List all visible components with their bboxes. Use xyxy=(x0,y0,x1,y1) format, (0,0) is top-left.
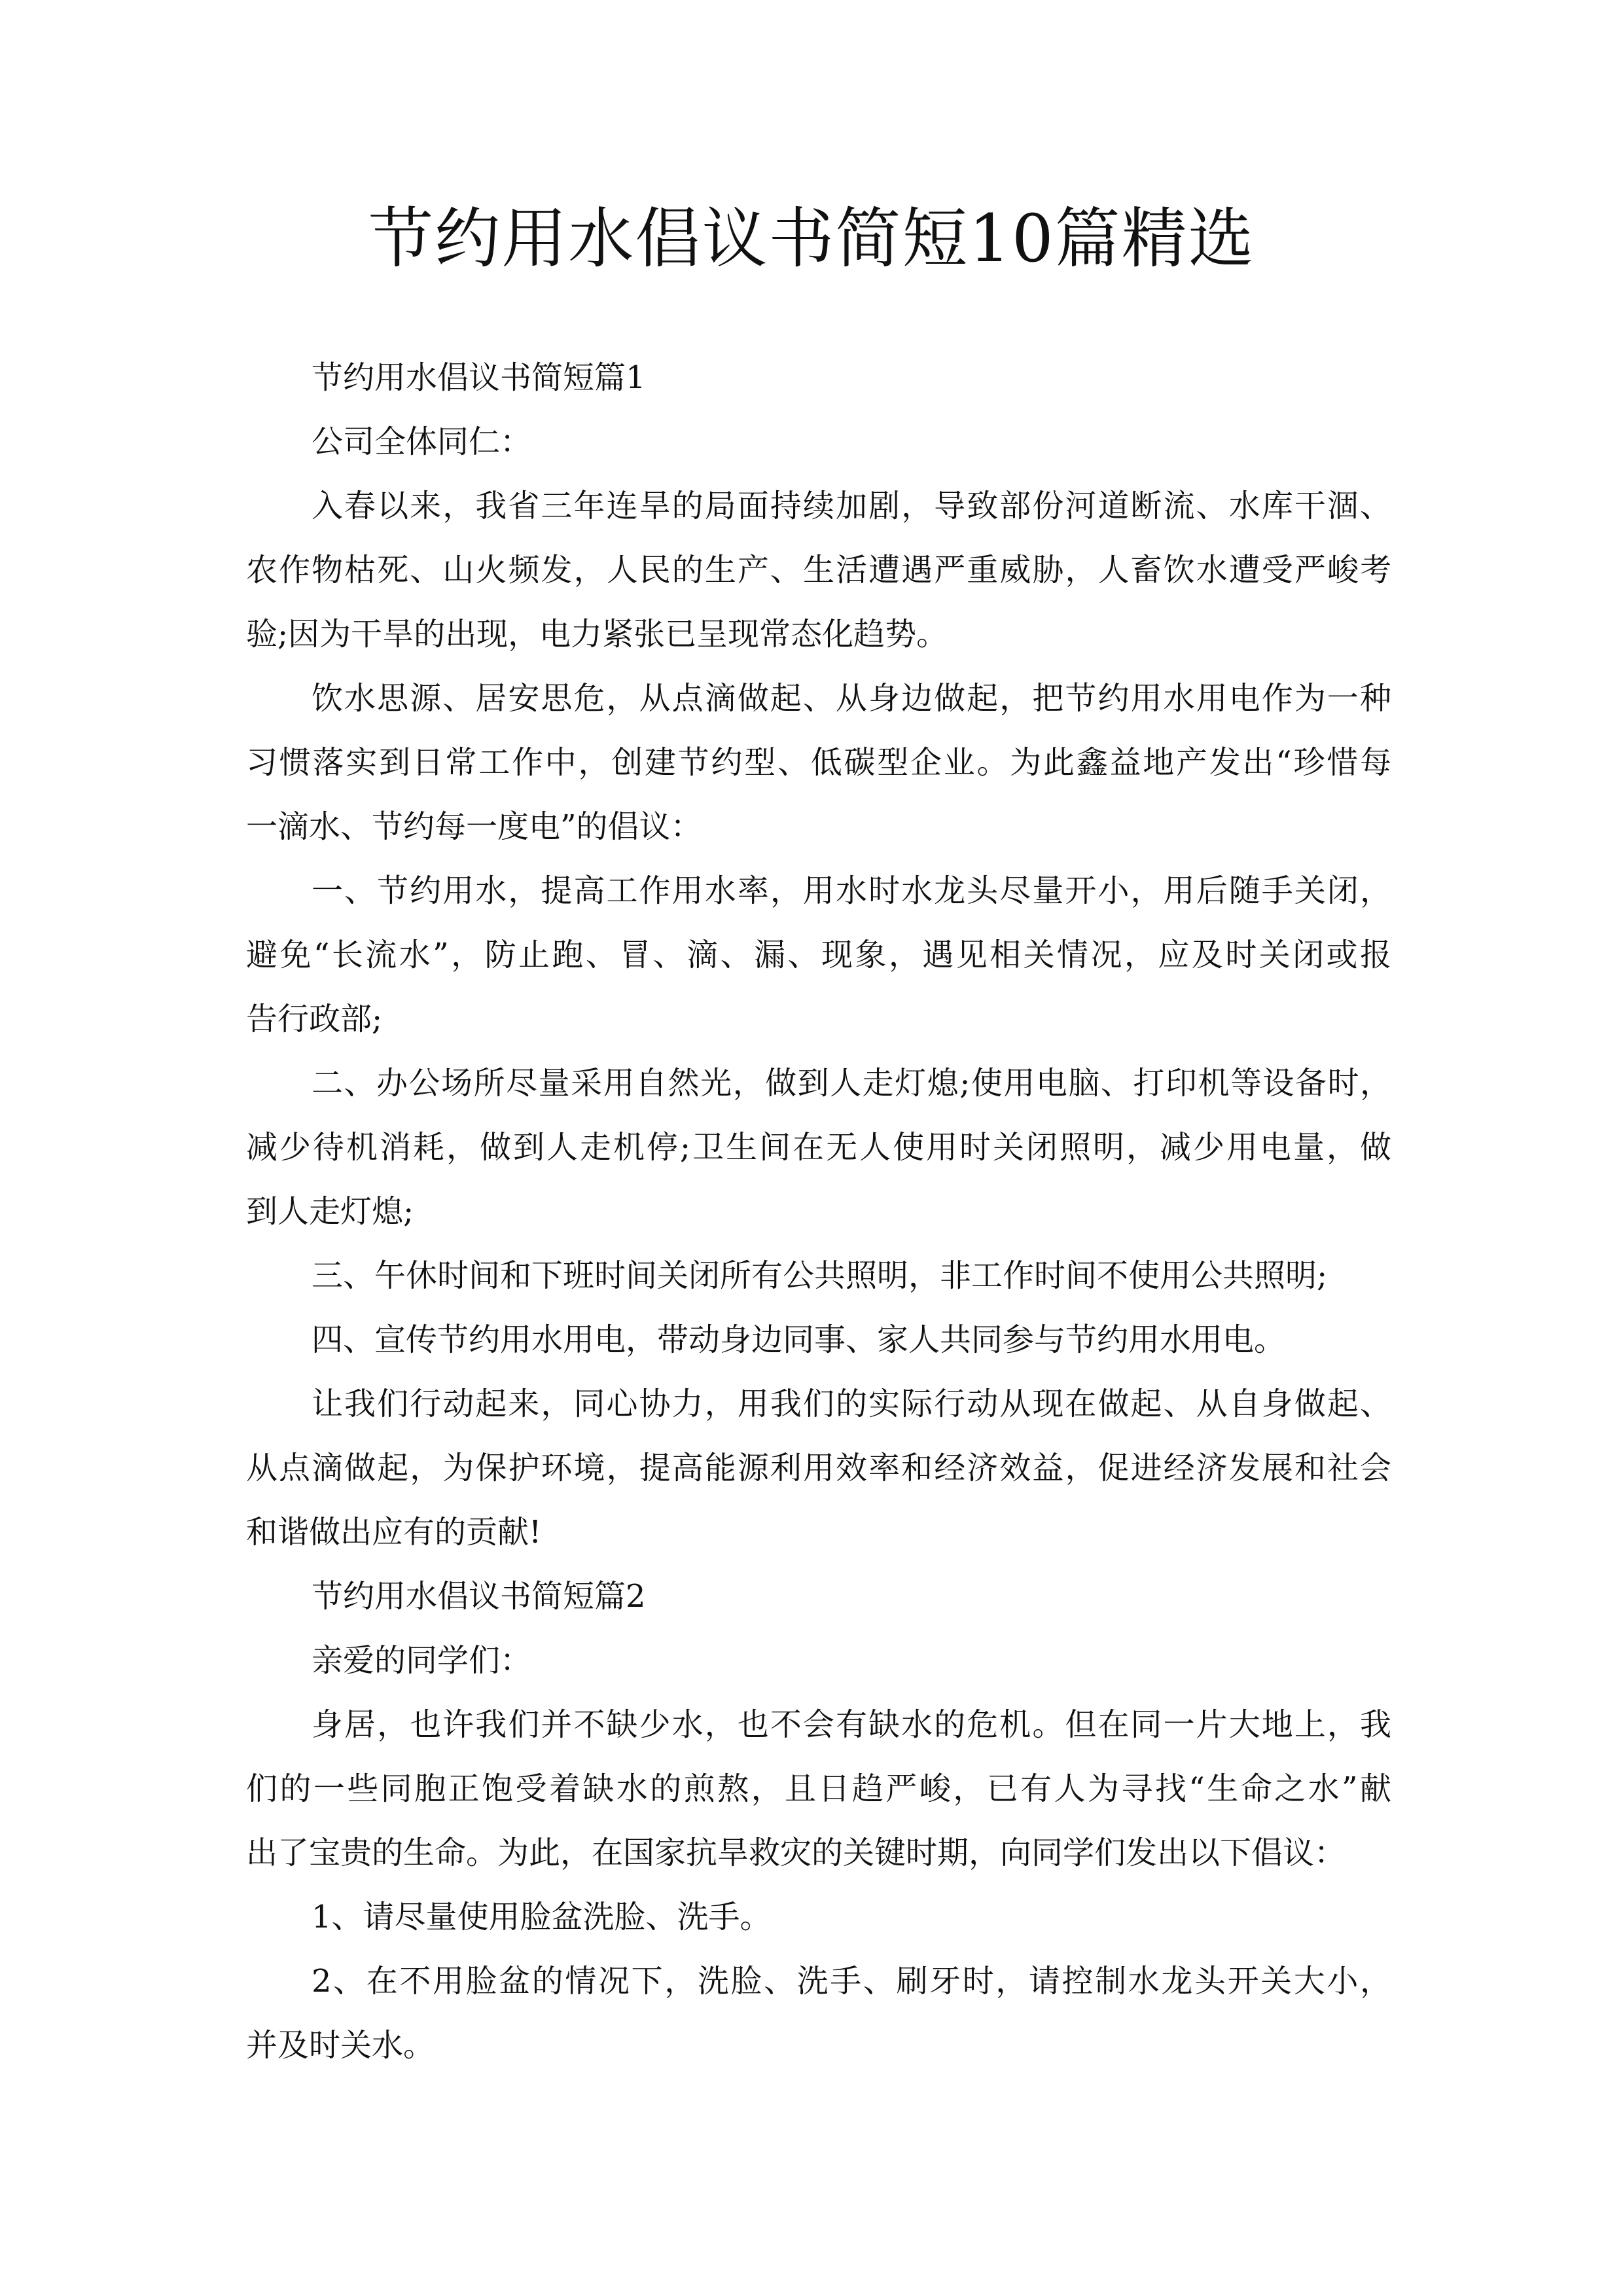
text-line: 并及时关水。 xyxy=(246,2027,435,2064)
text-line: 习惯落实到日常工作中，创建节约型、低碳型企业。为此鑫益地产发出“珍惜每 xyxy=(246,744,1391,781)
paragraph xyxy=(246,1885,1391,1949)
text-line: 三、午休时间和下班时间关闭所有公共照明，非工作时间不使用公共照明; xyxy=(312,1257,1328,1294)
paragraph xyxy=(246,1693,1391,1885)
paragraph xyxy=(246,859,1391,1051)
text-line: 农作物枯死、山火频发，人民的生产、生活遭遇严重威胁，人畜饮水遭受严峻考 xyxy=(246,552,1391,588)
document-title: 节约用水倡议书简短10篇精选 xyxy=(368,200,1255,277)
text-line: 节约用水倡议书简短篇2 xyxy=(312,1578,646,1615)
text-line: 2、在不用脸盆的情况下，洗脸、洗手、刷牙时，请控制水龙头开关大小， xyxy=(312,1963,1391,2000)
text-line: 到人走灯熄; xyxy=(246,1193,414,1230)
text-line: 入春以来，我省三年连旱的局面持续加剧，导致部份河道断流、水库干涸、 xyxy=(312,488,1391,524)
text-line: 从点滴做起，为保护环境，提高能源利用效率和经济效益，促进经济发展和社会 xyxy=(246,1450,1391,1486)
text-line: 减少待机消耗，做到人走机停;卫生间在无人使用时关闭照明，减少用电量，做 xyxy=(246,1129,1391,1166)
paragraph xyxy=(246,1244,1391,1308)
text-line: 验;因为干旱的出现，电力紧张已呈现常态化趋势。 xyxy=(246,616,948,653)
text-line: 四、宣传节约用水用电，带动身边同事、家人共同参与节约用水用电。 xyxy=(312,1321,1286,1358)
text-line: 亲爱的同学们： xyxy=(312,1642,532,1679)
text-line: 节约用水倡议书简短篇1 xyxy=(312,359,646,396)
paragraph xyxy=(246,666,1391,859)
text-line: 身居，也许我们并不缺少水，也不会有缺水的危机。但在同一片大地上，我 xyxy=(312,1706,1391,1743)
text-line: 公司全体同仁： xyxy=(312,423,532,460)
text-line: 一滴水、节约每一度电”的倡议： xyxy=(246,808,702,845)
paragraph xyxy=(246,1564,1391,1628)
paragraph xyxy=(246,1308,1391,1372)
paragraph xyxy=(246,1372,1391,1564)
text-line: 告行政部; xyxy=(246,1001,383,1037)
text-line: 1、请尽量使用脸盆洗脸、洗手。 xyxy=(312,1899,772,1935)
text-line: 二、办公场所尽量采用自然光，做到人走灯熄;使用电脑、打印机等设备时， xyxy=(312,1065,1391,1102)
text-line: 和谐做出应有的贡献! xyxy=(246,1514,542,1551)
paragraph xyxy=(246,410,1391,474)
paragraph xyxy=(246,346,1391,410)
paragraph xyxy=(246,1051,1391,1244)
document-body xyxy=(246,346,1391,2077)
text-line: 一、节约用水，提高工作用水率，用水时水龙头尽量开小，用后随手关闭， xyxy=(312,872,1391,909)
text-line: 让我们行动起来，同心协力，用我们的实际行动从现在做起、从自身做起、 xyxy=(312,1386,1391,1422)
paragraph xyxy=(246,474,1391,666)
text-line: 们的一些同胞正饱受着缺水的煎熬，且日趋严峻，已有人为寻找“生命之水”献 xyxy=(246,1770,1391,1807)
paragraph xyxy=(246,1949,1391,2077)
text-line: 避免“长流水”，防止跑、冒、滴、漏、现象，遇见相关情况，应及时关闭或报 xyxy=(246,937,1391,973)
paragraph xyxy=(246,1628,1391,1693)
text-line: 出了宝贵的生命。为此，在国家抗旱救灾的关键时期，向同学们发出以下倡议： xyxy=(246,1835,1346,1871)
text-line: 饮水思源、居安思危，从点滴做起、从身边做起，把节约用水用电作为一种 xyxy=(312,680,1391,717)
